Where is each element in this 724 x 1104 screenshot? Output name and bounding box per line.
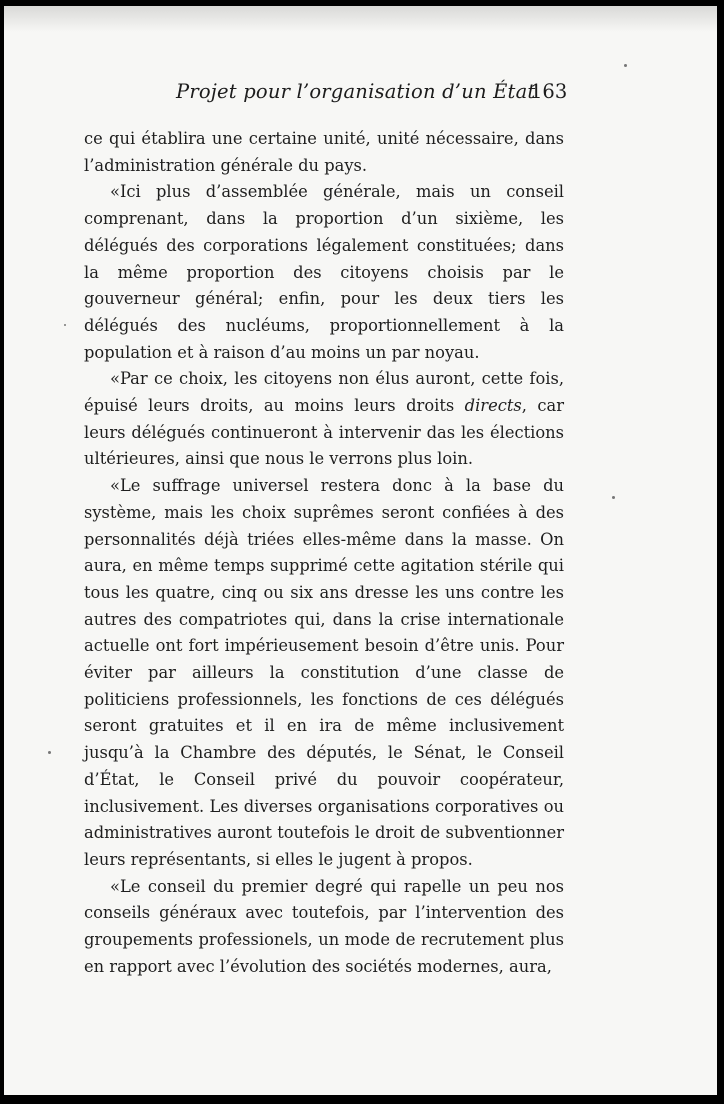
- body-text: [84, 126, 564, 981]
- paragraph-council: «Le conseil du premier degré qui rapelle un peu nos conseils généraux avec toutefois, par l’intervention des groupements professionels, un mode de recrutement plus en rapport avec l’évolution des sociétés modernes, aura,: [84, 876, 564, 976]
- scan-speck: [612, 496, 615, 499]
- running-head: [4, 76, 717, 116]
- scan-speck: [64, 324, 66, 326]
- running-title: Projet pour l’organisation d’un État: [176, 80, 536, 103]
- paragraph-assembly: «Ici plus d’assemblée générale, mais un conseil comprenant, dans la proportion d’un sixième, les délégués des corporations légalement constituées; dans la même proportion des citoyens choisis par le gouverneur général; enfin, pour les deux tiers les délégués des nucléums, proportionnellement à la population et à raison d’au moins un par noyau.: [84, 182, 564, 362]
- page-number: 163: [530, 80, 568, 103]
- scan-shadow: [4, 6, 717, 32]
- paper-sheet: [4, 6, 717, 1095]
- paragraph-continuation: ce qui établira une certaine unité, unité nécessaire, dans l’administration générale du pays.: [84, 129, 564, 175]
- scan-speck: [624, 64, 627, 67]
- scan-speck: [48, 751, 51, 754]
- paragraph-suffrage: «Le suffrage universel restera donc à la base du système, mais les choix suprêmes seront confiées à des personnalités déjà triées elles-même dans la masse. On aura, en même temps supprimé cette agitation stérile qui tous les quatre, cinq ou six ans dresse les uns contre les autres des compatriotes qui, dans la crise internationale actuelle ont fort impérieusement besoin d’être unis. Pour éviter par ailleurs la constitution d’une classe de politiciens professionnels, les fonctions de ces délégués seront gratuites et il en ira de même inclusivement jusqu’à la Chambre des députés, le Sénat, le Conseil d’État, le Conseil privé du pouvoir coopérateur, inclusivement. Les diverses organisations corporatives ou administratives auront toutefois le droit de subventionner leurs représentants, si elles le jugent à propos.: [84, 476, 564, 869]
- paragraph-choice: «Par ce choix, les citoyens non élus auront, cette fois, épuisé leurs droits, au moins leurs droits directs, car leurs délégués continueront à intervenir das les élections ultérieures, ainsi que nous le verrons plus loin.: [84, 369, 564, 469]
- emphasis-directs: directs: [464, 396, 522, 416]
